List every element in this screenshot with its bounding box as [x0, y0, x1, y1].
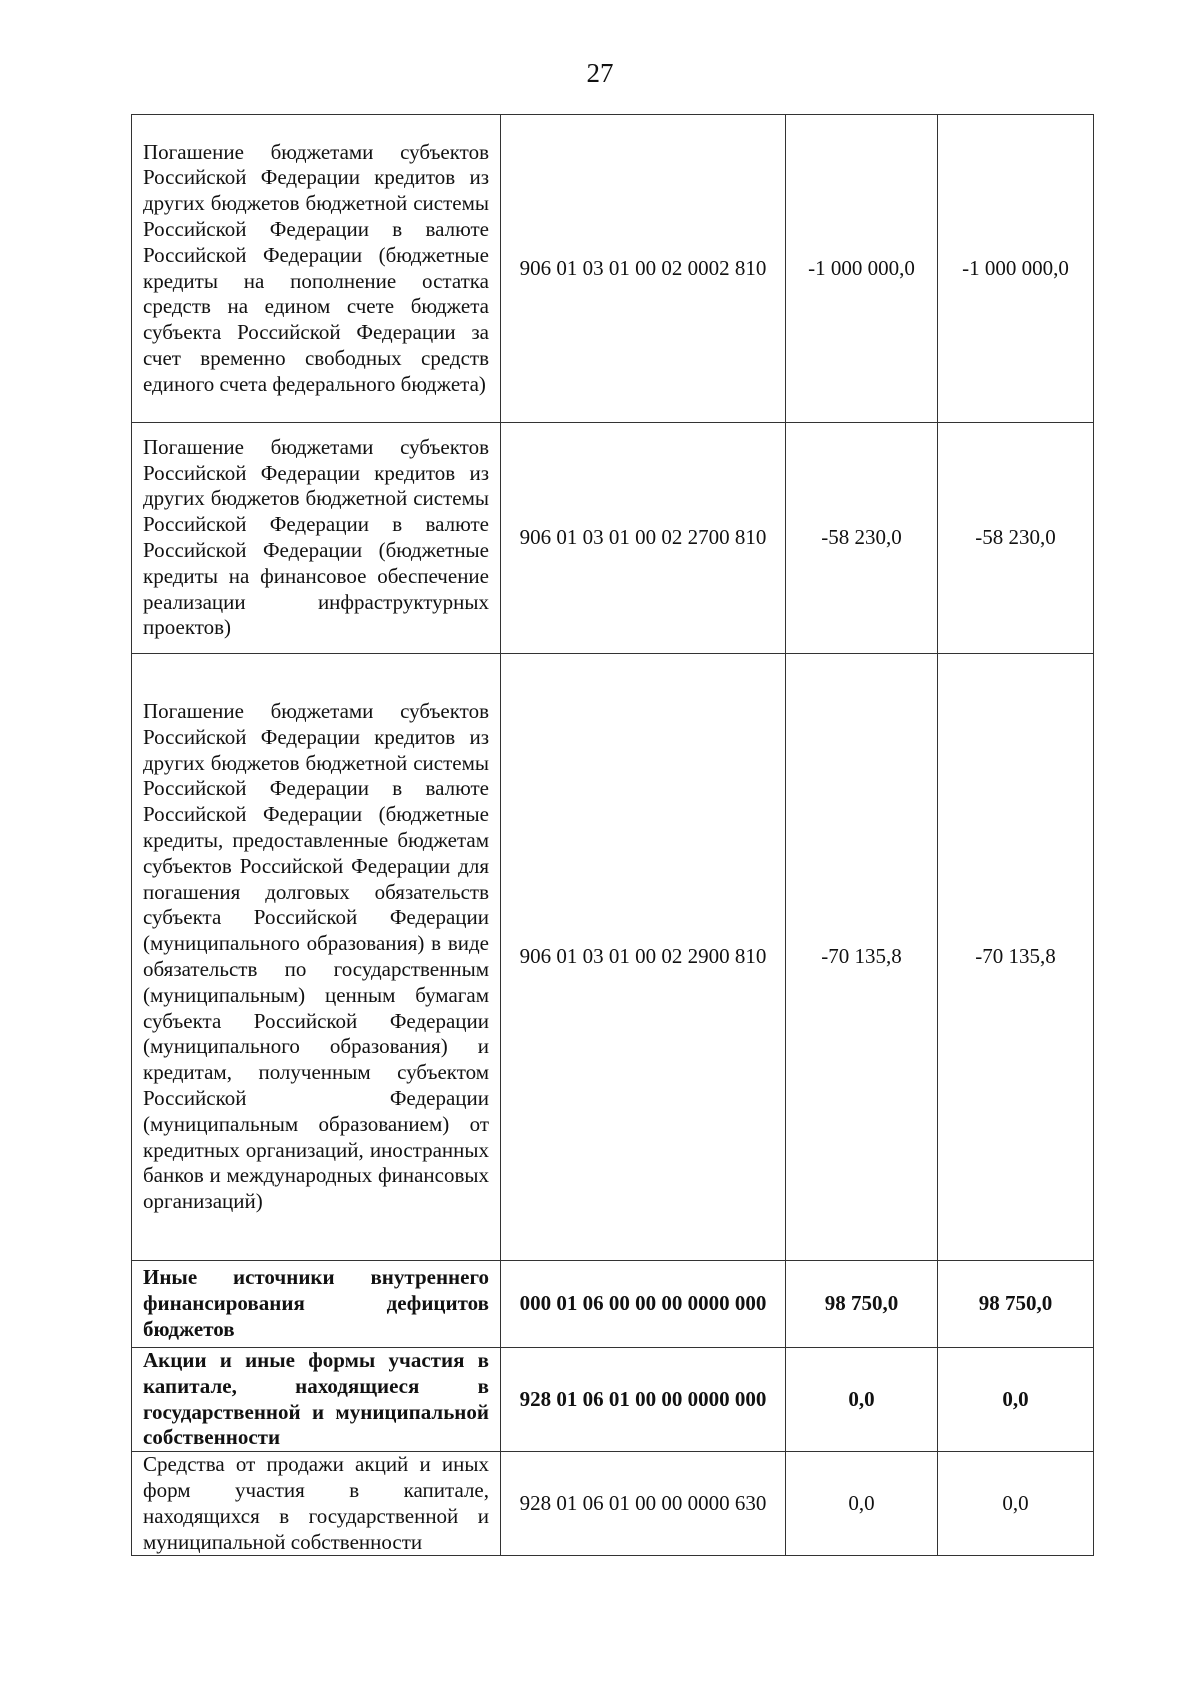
row-value1-cell: 0,0 — [786, 1348, 938, 1452]
row-code-cell: 906 01 03 01 00 02 2700 810 — [501, 423, 786, 654]
row-code-cell: 928 01 06 01 00 00 0000 630 — [501, 1452, 786, 1556]
budget-sources-table — [131, 114, 1094, 1556]
page-number: 27 — [586, 58, 614, 88]
table-row — [132, 115, 1094, 423]
row-code-cell: 906 01 03 01 00 02 2900 810 — [501, 654, 786, 1261]
table-row-subtotal — [132, 1348, 1094, 1452]
row-value1-cell: 98 750,0 — [786, 1261, 938, 1348]
table-row — [132, 1452, 1094, 1556]
row-value1-cell: -70 135,8 — [786, 654, 938, 1261]
row-code-cell: 928 01 06 01 00 00 0000 000 — [501, 1348, 786, 1452]
row-value2-cell: -58 230,0 — [938, 423, 1094, 654]
row-value2-cell: -70 135,8 — [938, 654, 1094, 1261]
row-code-cell: 000 01 06 00 00 00 0000 000 — [501, 1261, 786, 1348]
row-name-cell: Погашение бюджетами субъектов Российской Федерации кредитов из других бюджетов бюджетной системы Российской Федерации в валюте Российской Федерации (бюджетные кредиты, предоставленные бюджетам субъектов Российской Федерации для погашения долговых обязательств субъекта Российской Федерации (муниципального образования) в виде обязательств по государственным (муниципальным) ценным бумагам субъекта Российской Федерации (муниципального образования) и кредитам, полученным субъектом Российской Федерации (муниципальным образованием) от кредитных организаций, иностранных банков и международных финансовых организаций) — [132, 654, 501, 1261]
row-name-cell: Иные источники внутреннего финансирования дефицитов бюджетов — [132, 1261, 501, 1348]
row-value1-cell: 0,0 — [786, 1452, 938, 1556]
row-value2-cell: -1 000 000,0 — [938, 115, 1094, 423]
row-name-cell: Погашение бюджетами субъектов Российской Федерации кредитов из других бюджетов бюджетной системы Российской Федерации в валюте Российской Федерации (бюджетные кредиты на финансовое обеспечение реализации инфраструктурных проектов) — [132, 423, 501, 654]
table-row — [132, 423, 1094, 654]
row-value2-cell: 98 750,0 — [938, 1261, 1094, 1348]
table-row-total — [132, 1261, 1094, 1348]
row-value2-cell: 0,0 — [938, 1348, 1094, 1452]
row-value1-cell: -1 000 000,0 — [786, 115, 938, 423]
row-name-cell: Погашение бюджетами субъектов Российской Федерации кредитов из других бюджетов бюджетной системы Российской Федерации в валюте Российской Федерации (бюджетные кредиты на пополнение остатка средств на едином счете бюджета субъекта Российской Федерации за счет временно свободных средств единого счета федерального бюджета) — [132, 115, 501, 423]
row-value1-cell: -58 230,0 — [786, 423, 938, 654]
row-code-cell: 906 01 03 01 00 02 0002 810 — [501, 115, 786, 423]
table-row — [132, 654, 1094, 1261]
row-name-cell: Акции и иные формы участия в капитале, находящиеся в государственной и муниципальной собственности — [132, 1348, 501, 1452]
row-name-cell: Средства от продажи акций и иных форм участия в капитале, находящихся в государственной и муниципальной собственности — [132, 1452, 501, 1556]
row-value2-cell: 0,0 — [938, 1452, 1094, 1556]
